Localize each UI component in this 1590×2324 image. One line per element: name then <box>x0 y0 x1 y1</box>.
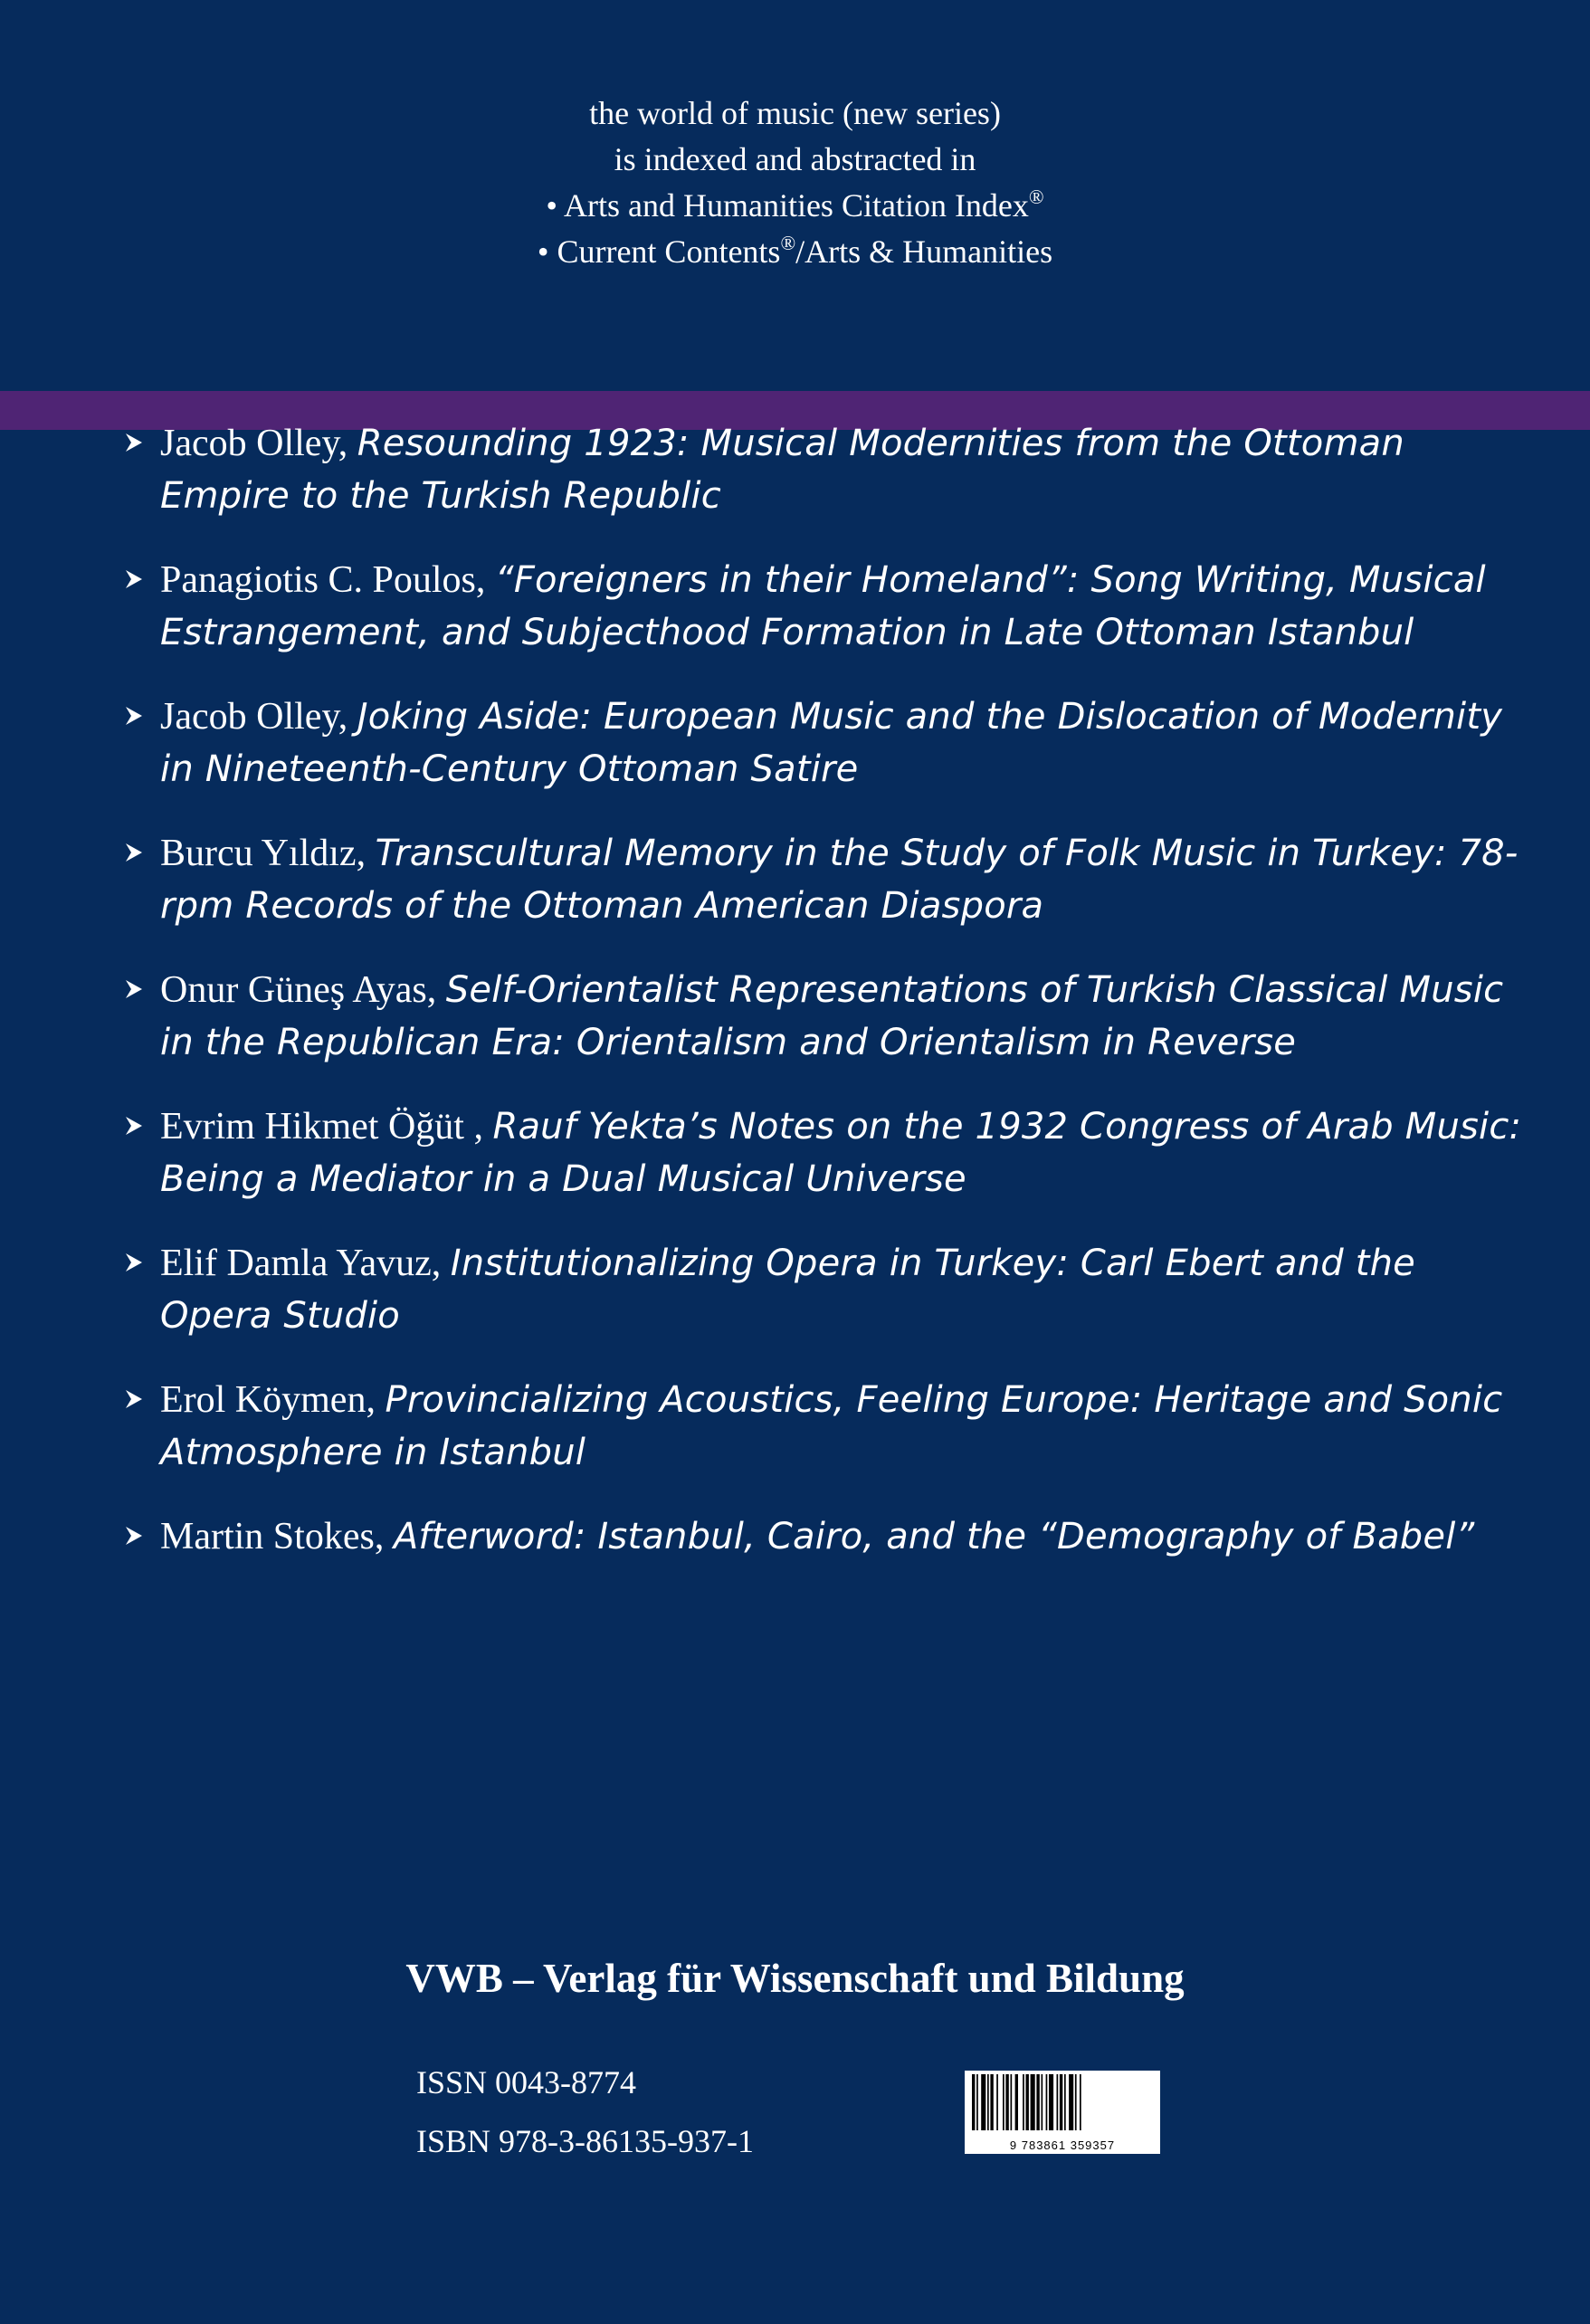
article-author: Martin Stokes, <box>160 1516 385 1557</box>
isbn-number: ISBN 978-3-86135-937-1 <box>416 2123 754 2159</box>
arrow-bullet-icon <box>124 1388 144 1410</box>
arrow-bullet-icon <box>124 432 144 453</box>
arrow-bullet-icon <box>124 842 144 863</box>
index-item-cc-suffix: /Arts & Humanities <box>795 233 1053 270</box>
list-item <box>124 1374 1536 1479</box>
issn-number: ISSN 0043-8774 <box>416 2064 637 2100</box>
list-item <box>124 964 1536 1069</box>
article-title: Resounding 1923: Musical Modernities from the Ottoman Empire to the Turkish Republic <box>160 423 1404 517</box>
article-author: Jacob Olley, <box>160 423 348 464</box>
publisher-name: VWB – Verlag für Wissenschaft und Bildung <box>405 1956 1185 2001</box>
article-title: Rauf Yekta’s Notes on the 1932 Congress of Arab Music: Being a Mediator in a Dual Musical Universe <box>160 1106 1522 1200</box>
arrow-bullet-icon <box>124 1252 144 1273</box>
list-item <box>124 827 1536 932</box>
article-author: Jacob Olley, <box>160 696 348 738</box>
article-title: Provincializing Acoustics, Feeling Europe: Heritage and Sonic Atmosphere in Istanbul <box>160 1379 1503 1473</box>
list-item <box>124 691 1536 795</box>
arrow-bullet-icon <box>124 1115 144 1137</box>
arrow-bullet-icon <box>124 1525 144 1547</box>
arrow-bullet-icon <box>124 705 144 727</box>
list-item <box>124 417 1536 522</box>
article-title: Joking Aside: European Music and the Dislocation of Modernity in Nineteenth-Century Ottoman Satire <box>160 696 1503 790</box>
registered-mark: ® <box>780 232 796 254</box>
article-title: Self-Orientalist Representations of Turkish Classical Music in the Republican Era: Orientalism and Orientalism in Reverse <box>160 969 1504 1063</box>
index-item-ahci-text: • Arts and Humanities Citation Index <box>546 187 1029 224</box>
article-title: “Foreigners in their Homeland”: Song Writing, Musical Estrangement, and Subjecthood Formation in Late Ottoman Istanbul <box>160 559 1486 653</box>
barcode-bars-icon <box>965 2071 1160 2136</box>
index-item-cc-text: • Current Contents <box>537 233 781 270</box>
article-title: Afterword: Istanbul, Cairo, and the “Demography of Babel” <box>393 1516 1475 1557</box>
article-author: Erol Köymen, <box>160 1379 376 1421</box>
contents-list <box>124 417 1536 1595</box>
index-item-ahci <box>0 183 1590 229</box>
article-author: Burcu Yıldız, <box>160 833 367 874</box>
article-author: Elif Damla Yavuz, <box>160 1243 442 1284</box>
barcode <box>965 2071 1160 2154</box>
list-item <box>124 1237 1536 1342</box>
barcode-digits: 9 783861 359357 <box>1009 2138 1116 2152</box>
indexed-line: is indexed and abstracted in <box>614 141 976 177</box>
registered-mark: ® <box>1028 186 1044 208</box>
series-line: the world of music (new series) <box>589 95 1001 131</box>
arrow-bullet-icon <box>124 978 144 1000</box>
indexing-note <box>0 90 1590 275</box>
article-title: Institutionalizing Opera in Turkey: Carl Ebert and the Opera Studio <box>160 1243 1415 1337</box>
article-author: Evrim Hikmet Öğüt , <box>160 1106 483 1148</box>
list-item <box>124 1100 1536 1205</box>
index-item-current-contents <box>0 229 1590 275</box>
list-item <box>124 1510 1536 1563</box>
article-author: Onur Güneş Ayas, <box>160 969 437 1011</box>
article-title: Transcultural Memory in the Study of Folk Music in Turkey: 78-rpm Records of the Ottoman American Diaspora <box>160 833 1519 927</box>
list-item <box>124 554 1536 659</box>
article-author: Panagiotis C. Poulos, <box>160 559 486 601</box>
arrow-bullet-icon <box>124 568 144 590</box>
